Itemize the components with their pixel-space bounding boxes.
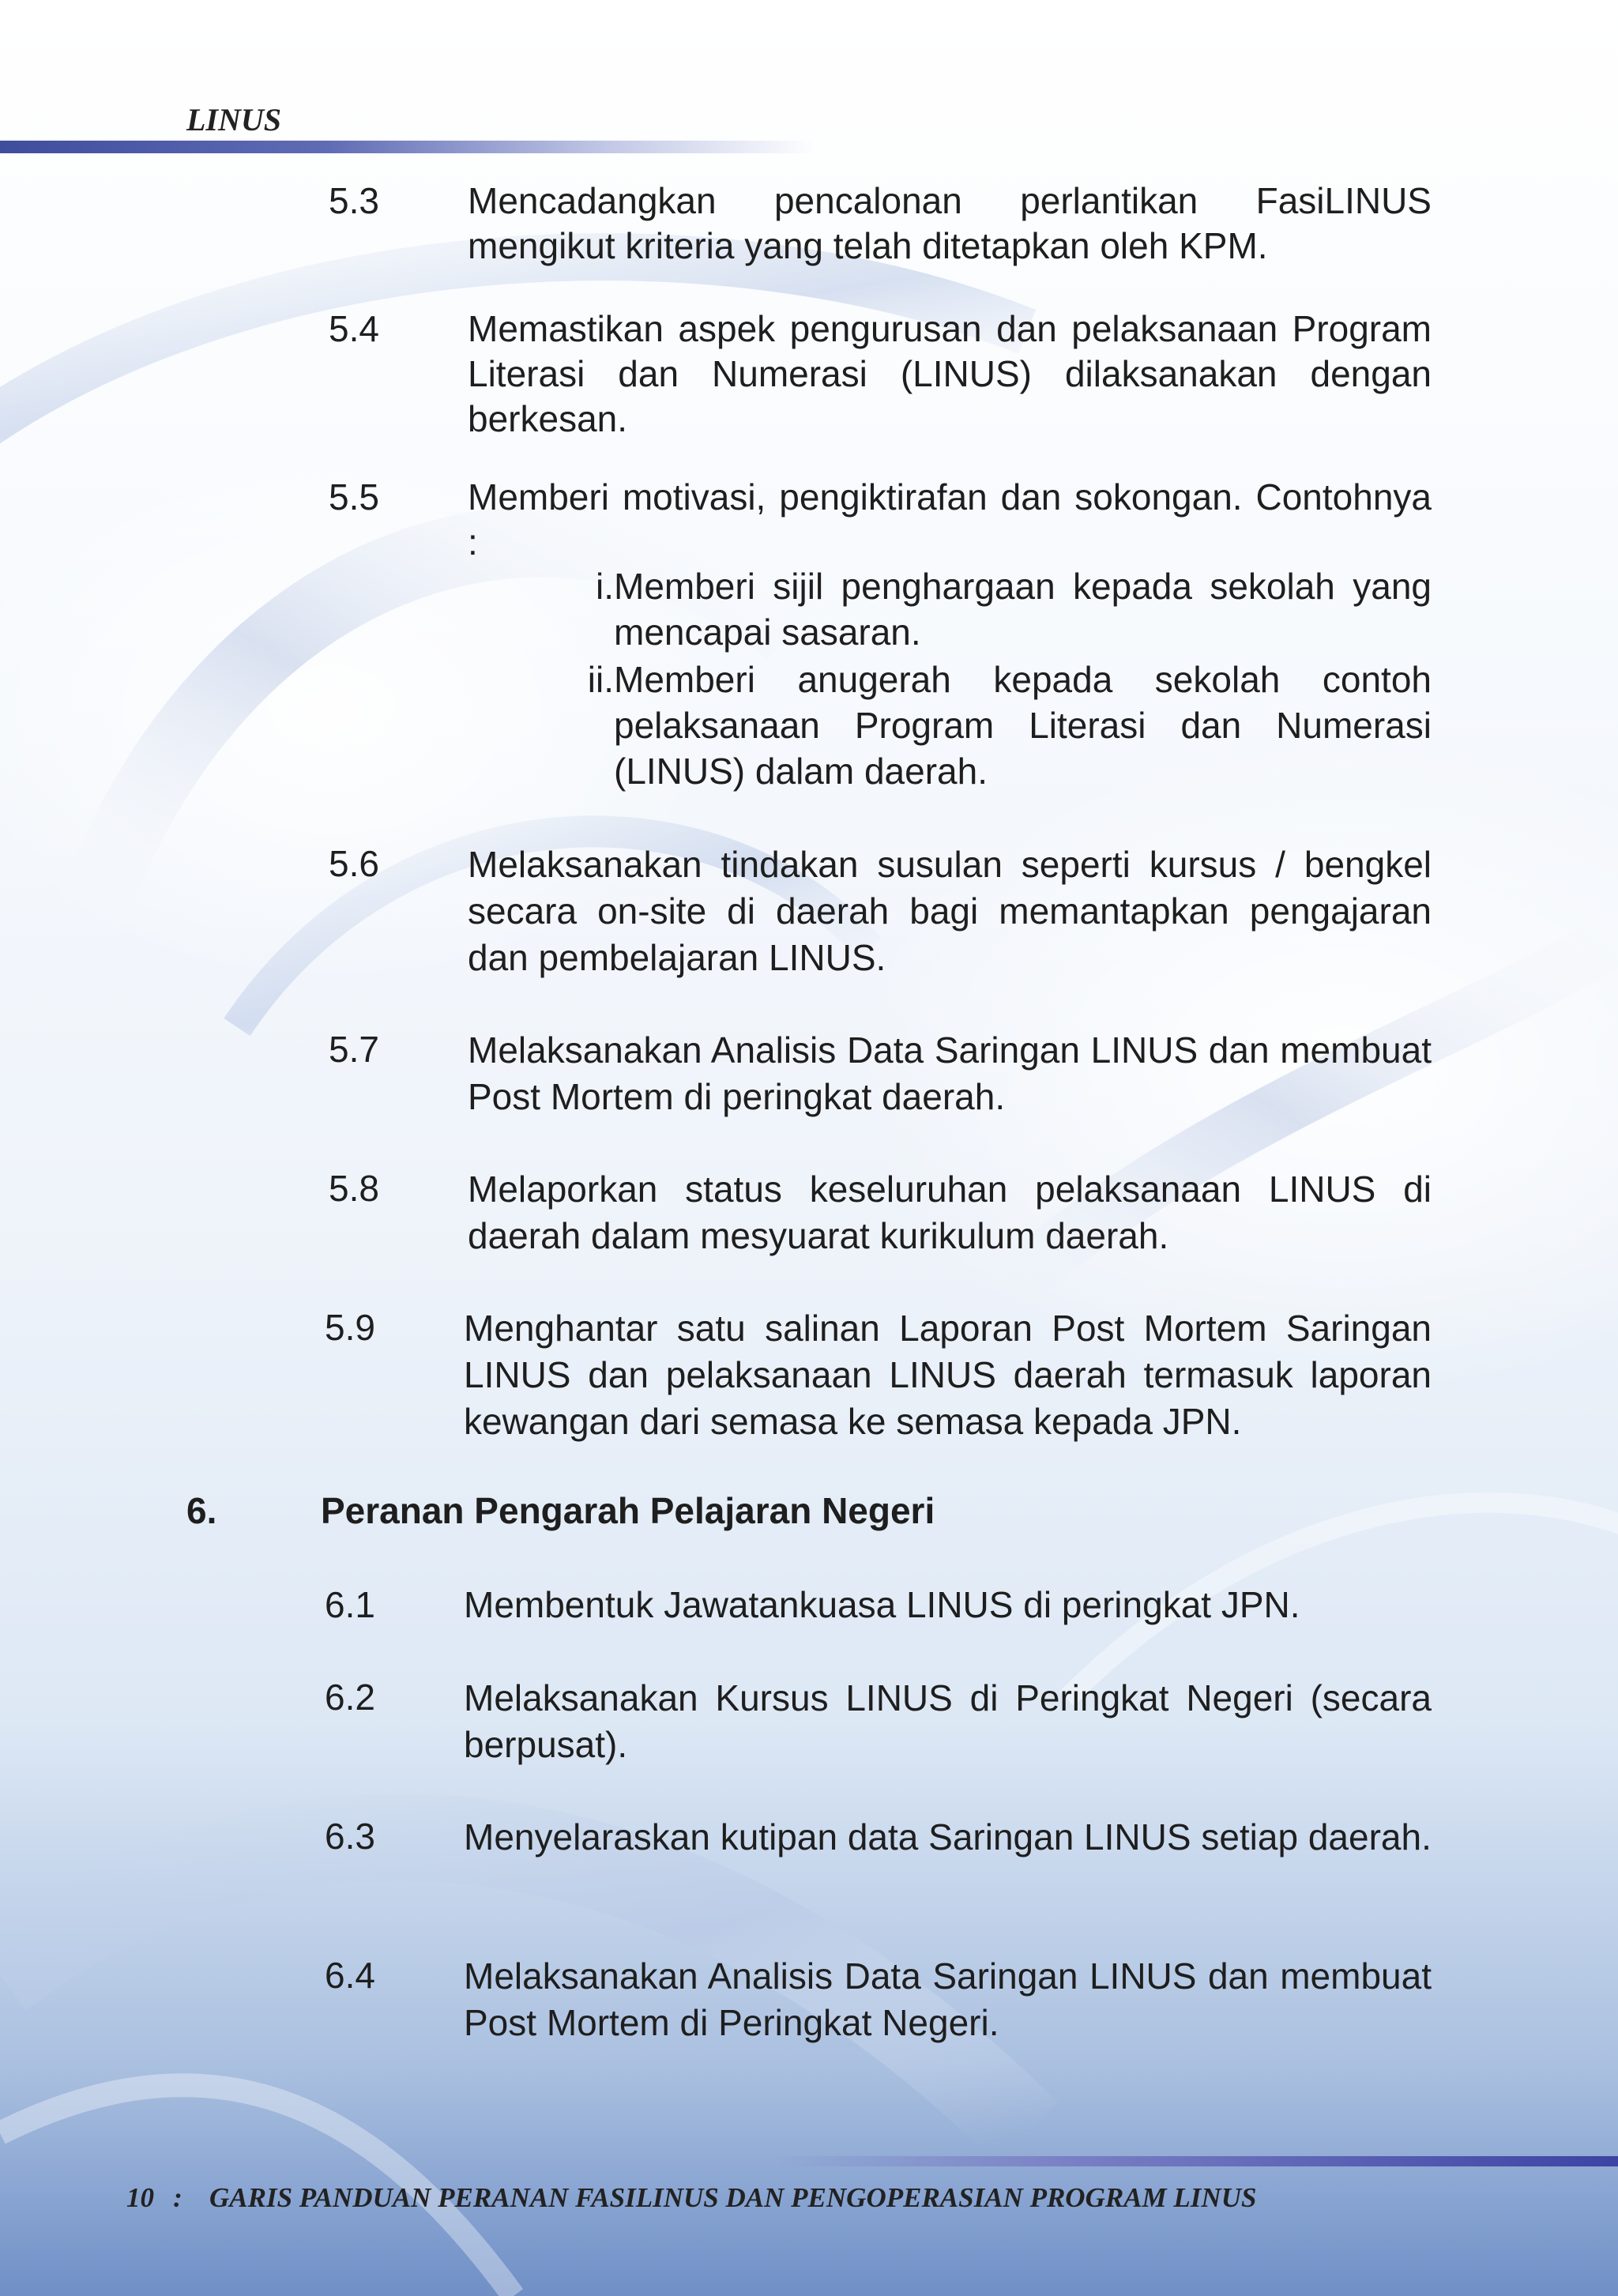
list-item-5-6	[329, 841, 1432, 984]
item-number: 5.3	[329, 180, 379, 221]
item-text: Melaksanakan Kursus LINUS di Peringkat Negeri (secara berpusat).	[464, 1677, 1432, 1765]
item-number: 6.2	[325, 1677, 375, 1718]
list-item-5-5	[329, 475, 1432, 565]
item-text: Memberi motivasi, pengiktirafan dan sokongan. Contohnya :	[468, 476, 1432, 563]
sub-item-text: Memberi sijil penghargaan kepada sekolah yang mencapai sasaran.	[614, 566, 1432, 653]
list-item-5-7	[329, 1027, 1432, 1120]
page-number: 10	[126, 2182, 154, 2213]
header-title: LINUS	[186, 102, 282, 137]
item-text: Melaporkan status keseluruhan pelaksanaan LINUS di daerah dalam mesyuarat kurikulum daerah.	[468, 1169, 1432, 1256]
item-text: Memastikan aspek pengurusan dan pelaksanaan Program Literasi dan Numerasi (LINUS) dilaksanakan dengan berkesan.	[468, 308, 1432, 439]
list-item-6-1	[325, 1583, 1432, 1630]
item-text: Menghantar satu salinan Laporan Post Mortem Saringan LINUS dan pelaksanaan LINUS daerah termasuk laporan kewangan dari semasa ke semasa kepada JPN.	[464, 1308, 1432, 1442]
item-number: 6.1	[325, 1584, 375, 1625]
list-item-5-8	[329, 1166, 1432, 1259]
item-text: Melaksanakan tindakan susulan seperti kursus / bengkel secara on-site di daerah bagi memantapkan pengajaran dan pembelajaran LINUS.	[468, 844, 1432, 978]
list-item-5-9	[325, 1305, 1432, 1447]
item-number: 6.3	[325, 1816, 375, 1857]
sub-item-ii	[587, 657, 1432, 794]
footer-separator: :	[173, 2182, 182, 2213]
item-number: 5.7	[329, 1029, 379, 1070]
item-number: 6.4	[325, 1955, 375, 1996]
list-item-5-4	[329, 307, 1432, 442]
item-number: 5.8	[329, 1168, 379, 1209]
item-number: 5.9	[325, 1307, 375, 1348]
header-rule	[0, 141, 814, 153]
footer-rule	[774, 2156, 1618, 2166]
roman-numeral: ii.	[587, 659, 614, 700]
list-item-6-3	[325, 1814, 1432, 1907]
item-text: Mencadangkan pencalonan perlantikan FasiLINUS mengikut kriteria yang telah ditetapkan oleh KPM.	[468, 180, 1432, 266]
item-number: 5.5	[329, 476, 379, 518]
list-item-5-3	[329, 179, 1432, 269]
roman-numeral: i.	[596, 566, 614, 607]
item-text: Membentuk Jawatankuasa LINUS di peringkat JPN.	[464, 1584, 1300, 1625]
section-number: 6.	[186, 1490, 217, 1531]
footer-title: GARIS PANDUAN PERANAN FASILINUS DAN PENGOPERASIAN PROGRAM LINUS	[209, 2182, 1257, 2213]
item-text: Menyelaraskan kutipan data Saringan LINUS setiap daerah.	[464, 1816, 1432, 1858]
sub-item-text: Memberi anugerah kepada sekolah contoh pelaksanaan Program Literasi dan Numerasi (LINUS) dalam daerah.	[614, 659, 1432, 792]
sub-item-i	[596, 563, 1432, 655]
item-text: Melaksanakan Analisis Data Saringan LINUS dan membuat Post Mortem di peringkat daerah.	[468, 1029, 1432, 1117]
list-item-6-2	[325, 1675, 1432, 1768]
list-item-6-4	[325, 1953, 1432, 2046]
footer	[126, 2182, 1596, 2214]
item-text: Melaksanakan Analisis Data Saringan LINUS dan membuat Post Mortem di Peringkat Negeri.	[464, 1955, 1432, 2043]
item-number: 5.4	[329, 308, 379, 349]
section-heading	[186, 1489, 1293, 1537]
item-number: 5.6	[329, 843, 379, 884]
section-title: Peranan Pengarah Pelajaran Negeri	[321, 1490, 935, 1531]
